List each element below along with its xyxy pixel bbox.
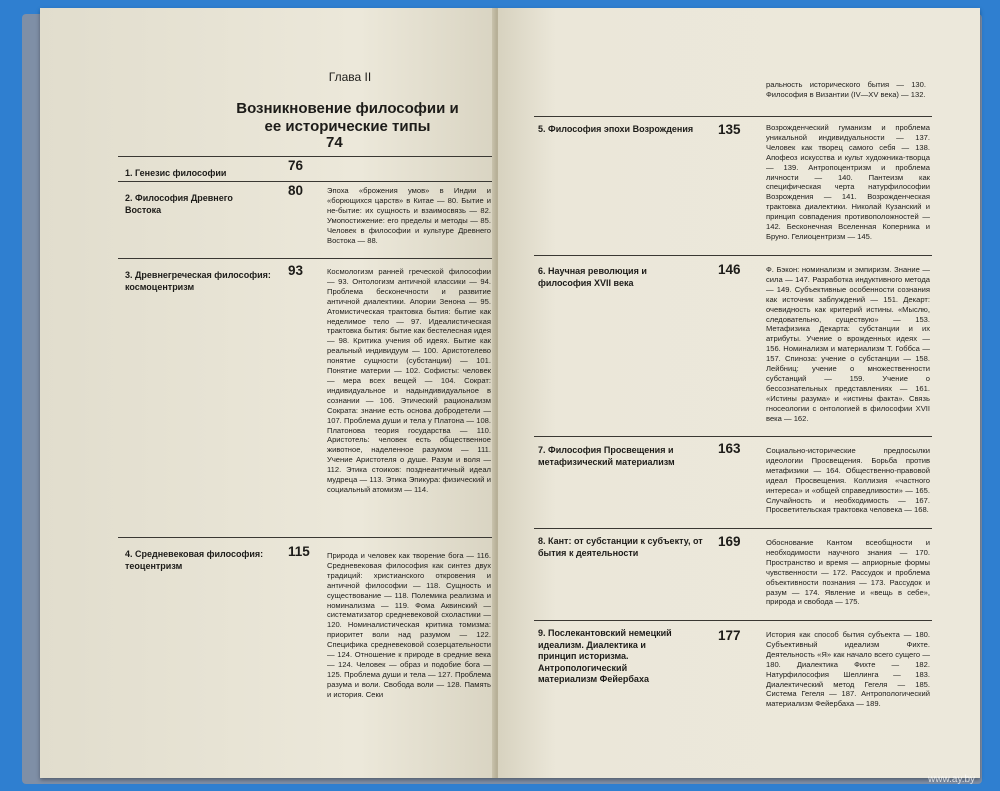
section-summary: Обоснование Кантом всеобщности и необходимости научного знания — 170. Пространство и время — априорные формы чувственности — 172. Рассудок и проблема объективности познания — 173. Рассудок и разум — 174. Явление и «вещь в себе», природа и свобода — 175. bbox=[766, 538, 930, 607]
section-divider bbox=[118, 181, 493, 182]
section-summary: ральность исторического бытия — 130. Философия в Византии (IV—XV века) — 132. bbox=[766, 80, 926, 99]
section-divider bbox=[118, 156, 493, 157]
section-page-number: 146 bbox=[718, 262, 741, 277]
section-page-number: 135 bbox=[718, 122, 741, 137]
section-title: 7. Философия Просвещения и метафизический материализм bbox=[538, 445, 675, 467]
section-title: 3. Древнегреческая философия: космоцентризм bbox=[125, 270, 271, 292]
right-page bbox=[498, 8, 980, 778]
section-divider bbox=[118, 537, 493, 538]
section-title: 5. Философия эпохи Возрождения bbox=[538, 124, 694, 134]
section-divider bbox=[534, 436, 932, 437]
section-summary: Ф. Бэкон: номинализм и эмпиризм. Знание — сила — 147. Разработка индуктивного метода — 149. Субъективные особенности сознания как источник заблуждений — 151. Декарт: очевидность как критерий истины. «Мыслю, следовательно, существую» — 153. Метафизика Декарта: субстанции и их атрибуты. Учение о врожденных идеях — 156. Номинализм и материализм Т. Гоббса — 157. Спиноза: учение о субстанции — 158. Лейбниц: учение о множественности субстанций — 159. Учение о бессознательных представлениях — 161. «Истины разума» и «истины факта». Связь гносеологии с онтологией в философии XVII века — 162. bbox=[766, 265, 930, 423]
section-divider bbox=[534, 620, 932, 621]
watermark: www.ay.by bbox=[928, 774, 976, 785]
section-divider bbox=[118, 258, 493, 259]
section-title: 6. Научная революция и философия XVII века bbox=[538, 266, 647, 288]
section-page-number: 163 bbox=[718, 441, 741, 456]
section-title: 9. Послекантовский немецкий идеализм. Диалектика и принцип историзма. Антропологический материализм Фейербаха bbox=[538, 628, 672, 684]
section-title: 1. Генезис философии bbox=[125, 168, 227, 178]
section-page-number: 177 bbox=[718, 628, 741, 643]
chapter-title: Возникновение философии и ее исторические типы bbox=[236, 100, 459, 135]
section-summary: Социально-исторические предпосылки идеологии Просвещения. Борьба против метафизики — 164. Общественно-правовой идеал Просвещения. Коллизия «частного интереса» и «общей справедливости» — 165. Случайность и необходимость — 167. Просветительская трактовка человека — 168. bbox=[766, 446, 930, 515]
section-divider bbox=[534, 255, 932, 256]
chapter-label: Глава II bbox=[328, 70, 372, 84]
open-book bbox=[40, 8, 980, 778]
left-page bbox=[40, 8, 496, 778]
section-divider bbox=[534, 116, 932, 117]
section-page-number: 169 bbox=[718, 534, 741, 549]
section-summary: Эпоха «брожения умов» в Индии и «борющихся царств» в Китае — 80. Бытие и не-бытие: их сущность и взаимосвязь — 82. Умопостижение: его пределы и методы — 85. Человек в философии и культуре Древнего Востока — 88. bbox=[327, 186, 491, 245]
section-page-number: 76 bbox=[288, 158, 304, 173]
section-title: 2. Философия Древнего Востока bbox=[125, 193, 233, 215]
section-summary: Природа и человек как творение бога — 116. Средневековая философия как синтез двух традиций: христианского откровения и античной философии — 118. Сущность и существование — 118. Полемика реализма и номинализма — 119. Фома Аквинский — систематизатор средневековой схоластики — 120. Номиналистическая критика томизма: приоритет воли над разумом — 122. Специфика средневековой созерцательности — 124. Отношение к природе в средние века — 124. Человек — образ и подобие бога — 125. Проблема души и тела — 127. Проблема разума и воли. Свобода воли — 128. Память и история. Секи bbox=[327, 551, 491, 699]
section-summary: Космологизм ранней греческой философии — 93. Онтологизм античной классики — 94. Проблема бесконечности и развитие античной диалектики. Апории Зенона — 95. Атомистическая трактовка бытия: бытие как неделимое тело — 97. Идеалистическая трактовка бытия: бытие как бестелесная идея — 98. Критика учения об идеях. Бытие как реальный индивидуум — 100. Аристотелево понятие сущности (субстанции) — 101. Понятие материи — 102. Софисты: человек — мера всех вещей — 104. Сократ: индивидуальное и надындивидуальное в сознании — 106. Этический рационализм Сократа: знание есть основа добродетели — 107. Проблема души и тела у Платона — 108. Платонова теория государства — 110. Аристотель: человек есть общественное животное, наделенное разумом — 111. Учение Аристотеля о душе. Разум и воля — 112. Этика стоиков: позднеантичный идеал мудреца — 113. Этика Эпикура: физический и социальный атомизм — 114. bbox=[327, 267, 491, 494]
chapter-page-number: 74 bbox=[326, 134, 343, 151]
section-page-number: 115 bbox=[288, 544, 310, 559]
section-summary: История как способ бытия субъекта — 180. Субъективный идеализм Фихте. Деятельность «Я» как начало всего сущего — 180. Диалектика Фихте — 182. Натурфилософия Шеллинга — 183. Диалектический метод Гегеля — 185. Система Гегеля — 187. Антропологический материализм Фейербаха — 189. bbox=[766, 630, 930, 709]
section-summary: Возрожденческий гуманизм и проблема уникальной индивидуальности — 137. Человек как творец самого себя — 138. Апофеоз искусства и культ художника-творца — 139. Антропоцентризм и проблема личности — 140. Пантеизм как специфическая черта натурфилософии Возрождения — 141. Возрожденческая трактовка диалектики. Николай Кузанский и принцип совпадения противоположностей — 142. Бесконечная Вселенная Коперника и Бруно. Гелиоцентризм — 145. bbox=[766, 123, 930, 241]
section-title: 8. Кант: от субстанции к субъекту, от бытия к деятельности bbox=[538, 536, 703, 558]
section-page-number: 93 bbox=[288, 263, 304, 278]
section-title: 4. Средневековая философия: теоцентризм bbox=[125, 549, 264, 571]
section-page-number: 80 bbox=[288, 183, 304, 198]
section-divider bbox=[534, 528, 932, 529]
